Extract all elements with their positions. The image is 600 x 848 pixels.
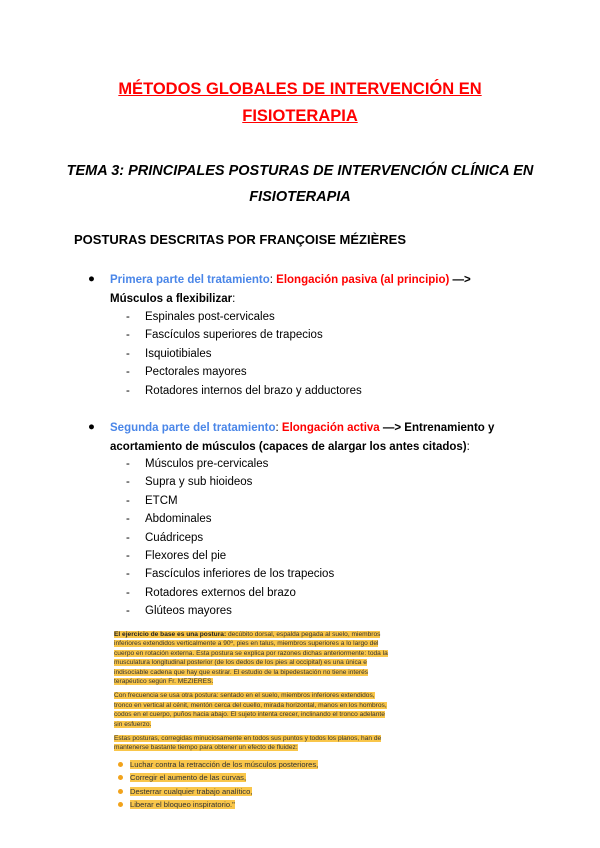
list-item xyxy=(126,529,334,547)
list-item xyxy=(126,565,334,583)
bullet-dot-icon xyxy=(118,775,123,780)
list-item xyxy=(114,758,394,771)
part1-muscle-list xyxy=(126,308,362,400)
list-item xyxy=(126,326,362,344)
excerpt-paragraph-3 xyxy=(114,734,394,753)
bullet-dot-icon xyxy=(118,762,123,767)
list-item-text: Espinales post-cervicales xyxy=(145,311,275,323)
list-item xyxy=(114,798,394,811)
title-line-1: MÉTODOS GLOBALES DE INTERVENCIÓN EN xyxy=(118,80,482,98)
dash-marker: - xyxy=(126,531,130,544)
list-item-text: Rotadores internos del brazo y adductores xyxy=(145,384,362,397)
bullet-dot-part2: ● xyxy=(88,421,95,433)
list-item xyxy=(126,382,362,400)
document-title xyxy=(0,76,600,130)
excerpt-item-text: Luchar contra la retracción de los músculos posteriores, xyxy=(130,759,319,769)
list-item-text: Cuádriceps xyxy=(145,531,204,544)
excerpt-p1-text: decúbito dorsal, espalda pegada al suelo, miembros inferiores extendidos verticalmente a 90º, pies en talus, miembros superiores a lo largo del cuerpo en rotación externa. Esta postura se explica por razones dichas anteriormente: toda la musculatura longitudinal posterior (de los dedos de los pies al occipital) es una única e indisociable cadena que hay que estirar. El estudio de la bipedestación no tiene interés terapéutico según Fr. MEZIERES. xyxy=(114,631,388,686)
dash-marker: - xyxy=(126,568,130,581)
list-item-text: Isquiotibiales xyxy=(145,347,212,360)
part1-emphasis: Elongación pasiva (al principio) xyxy=(276,274,450,286)
part2-paragraph xyxy=(110,419,506,456)
list-item-text: Abdominales xyxy=(145,513,212,526)
list-item xyxy=(126,510,334,528)
excerpt-p2-text: Con frecuencia se usa otra postura: sentado en el suelo, miembros inferiores extendidos, tronco en vertical al cénit, mentón cerca del cuello, mirada horizontal, manos en los hombros, codos en el cuerpo, puños hacia abajo. El sujeto intenta crecer, inclinando el tronco adelante sin esfuerzo. xyxy=(114,692,387,728)
part1-colon: : xyxy=(269,274,277,286)
dash-marker: - xyxy=(126,549,130,562)
list-item xyxy=(126,345,362,363)
list-item-text: Fascículos inferiores de los trapecios xyxy=(145,568,335,581)
dash-marker: - xyxy=(126,311,130,323)
title-line-2: FISIOTERAPIA xyxy=(242,107,358,125)
subtitle-line-2: FISIOTERAPIA xyxy=(249,189,351,205)
list-item xyxy=(126,547,334,565)
dash-marker: - xyxy=(126,347,130,360)
dash-marker: - xyxy=(126,605,130,618)
part2-arrow: —> xyxy=(379,422,405,434)
dash-marker: - xyxy=(126,329,130,342)
part2-colon: : xyxy=(275,422,282,434)
excerpt-item-text: Liberar el bloqueo inspiratorio." xyxy=(130,800,235,810)
bullet-dot-icon xyxy=(118,789,123,794)
list-item-text: Flexores del pie xyxy=(145,549,227,562)
list-item xyxy=(114,785,394,798)
dash-marker: - xyxy=(126,586,130,599)
list-item xyxy=(126,602,334,620)
dash-marker: - xyxy=(126,384,130,397)
dash-marker: - xyxy=(126,513,130,526)
part1-end: : xyxy=(232,292,236,305)
excerpt-p1-bold: El ejercicio de base es una postura: xyxy=(114,631,227,638)
dash-marker: - xyxy=(126,366,130,379)
document-subtitle xyxy=(0,158,600,210)
excerpt-p3-text: Estas posturas, corregidas minuciosamente en todos sus puntos y todos los planos, han de mantenerse bastante tiempo para obtener un efecto de fluidez: xyxy=(114,735,382,752)
part2-emphasis: Elongación activa xyxy=(281,422,380,434)
list-item-text: Rotadores externos del brazo xyxy=(145,586,296,599)
excerpt-item-text: Corregir el aumento de las curvas, xyxy=(130,773,247,783)
list-item xyxy=(126,455,334,473)
list-item-text: Fascículos superiores de trapecios xyxy=(145,329,323,342)
section-title: POSTURAS DESCRITAS POR FRANÇOISE MÉZIÈRES xyxy=(74,232,407,247)
part1-paragraph xyxy=(110,271,510,308)
list-item-text: Supra y sub hioideos xyxy=(145,476,253,489)
bullet-dot-part1: ● xyxy=(88,273,95,285)
part1-arrow: —> xyxy=(449,274,471,286)
list-item xyxy=(114,771,394,784)
list-item xyxy=(126,473,334,491)
subtitle-line-1: TEMA 3: PRINCIPALES POSTURAS DE INTERVENCIÓN CLÍNICA EN xyxy=(66,163,534,179)
list-item-text: ETCM xyxy=(145,494,178,507)
dash-marker: - xyxy=(126,494,130,507)
part1-label: Primera parte del tratamiento xyxy=(110,274,270,286)
part2-end: : xyxy=(466,440,470,453)
list-item xyxy=(126,308,362,326)
part2-muscle-list xyxy=(126,455,334,621)
excerpt-item-text: Desterrar cualquier trabajo analítico, xyxy=(130,786,253,796)
list-item xyxy=(126,584,334,602)
excerpt-list xyxy=(114,758,394,812)
dash-marker: - xyxy=(126,476,130,489)
list-item xyxy=(126,492,334,510)
list-item-text: Pectorales mayores xyxy=(145,366,247,379)
list-item-text: Músculos pre-cervicales xyxy=(145,458,269,470)
excerpt-paragraph-1 xyxy=(114,630,394,686)
list-item-text: Glúteos mayores xyxy=(145,605,232,618)
highlighted-excerpt xyxy=(114,630,394,812)
dash-marker: - xyxy=(126,458,130,470)
part1-rest: Músculos a flexibilizar xyxy=(110,292,233,305)
part2-label: Segunda parte del tratamiento xyxy=(110,422,276,434)
excerpt-paragraph-2 xyxy=(114,691,394,729)
part2-rest: Entrenamiento y acortamiento de músculos (capaces de alargar los antes citados) xyxy=(110,422,495,453)
list-item xyxy=(126,363,362,381)
bullet-dot-icon xyxy=(118,802,123,807)
